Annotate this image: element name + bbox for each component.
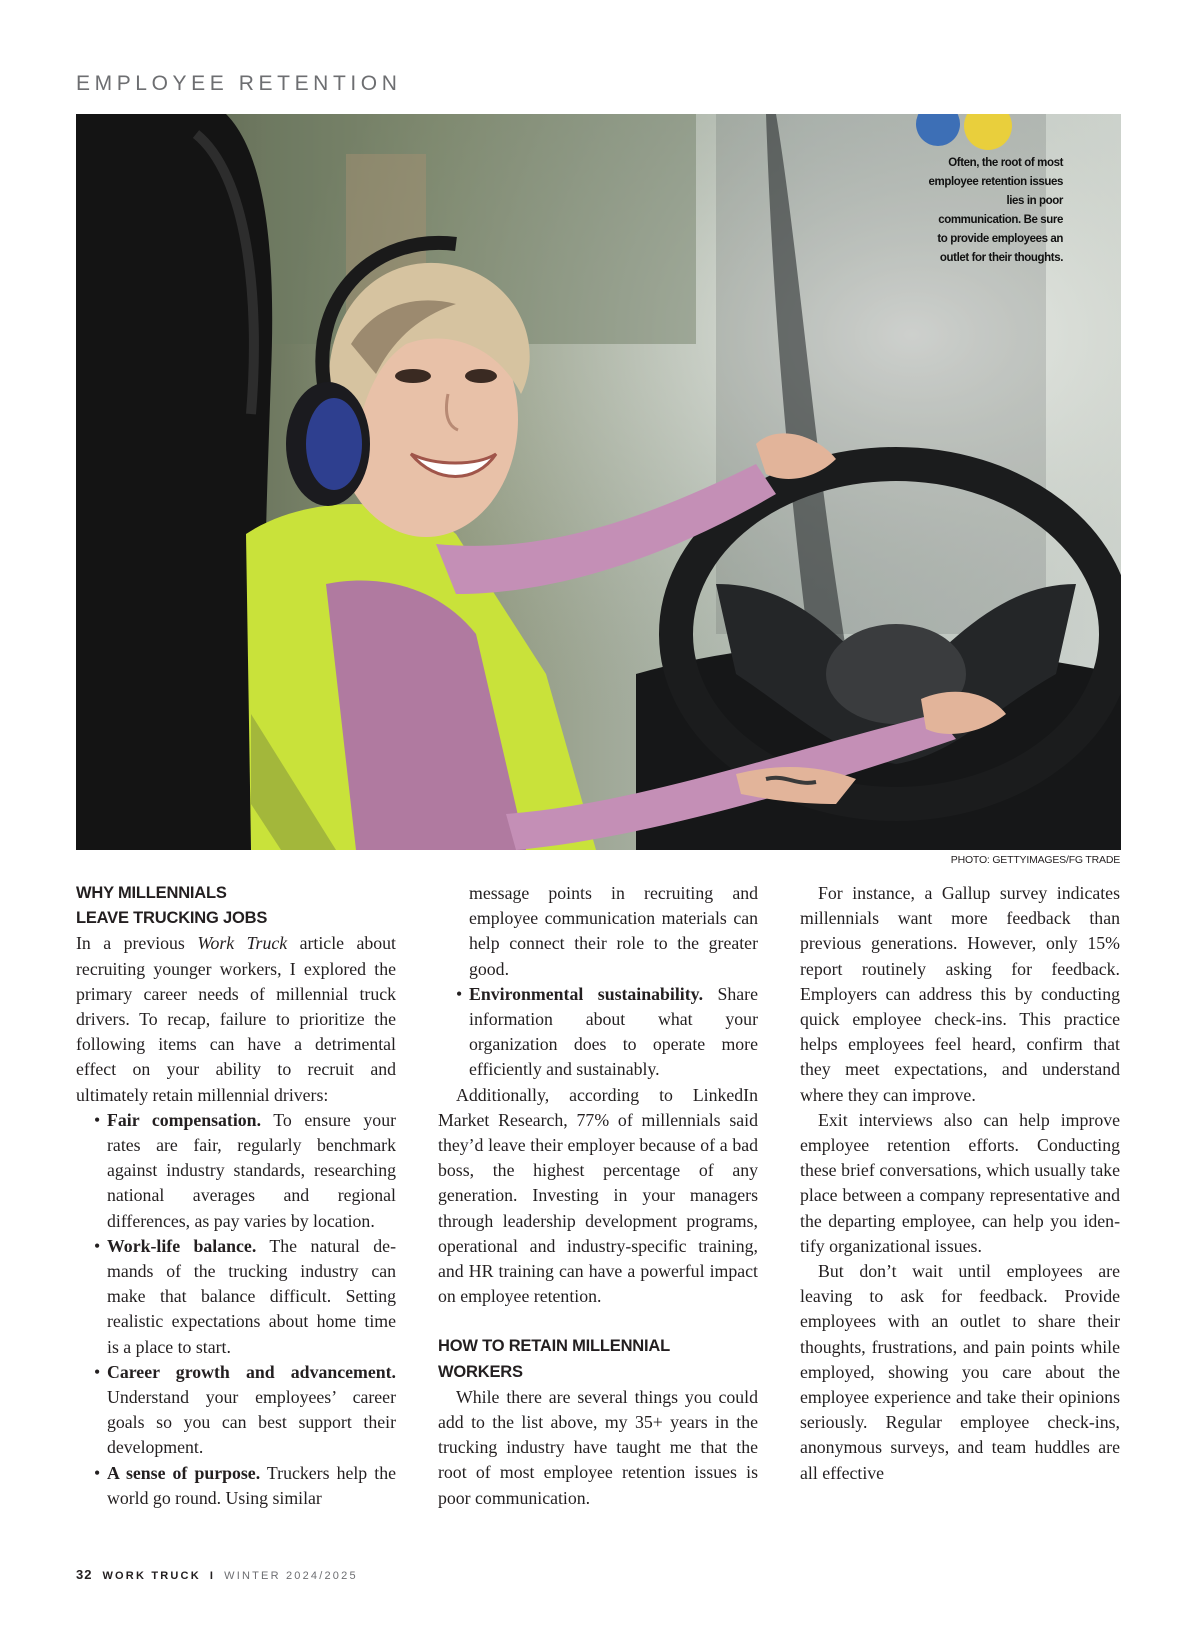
list-item-head: Fair compensation. [107, 1109, 262, 1130]
needs-list-continued [438, 982, 758, 1083]
subheading-why-millennials [76, 881, 396, 931]
intro-paragraph [76, 931, 396, 1107]
list-item-text: Truckers help the world go round. Using similar [107, 1462, 396, 1508]
paragraph-communication: While there are several things you could add to the list above, my 35+ years in the trucking industry have taught me that the root of most employee retention issues is poor communication. [438, 1386, 758, 1508]
paragraph-gallup: For instance, a Gallup survey indicates millennials want more feedback than previous generations. However, only 15% report routinely asking for feedback. Employers can address this by conducting quick employee check-ins. This practice helps employees feel heard, confirm that they meet expectations, and understand where they can improve. [800, 883, 1120, 1105]
subheading-how-to-retain: HOW TO RETAIN MILLENNIAL WORKERS [438, 1337, 670, 1381]
article-column-1 [76, 881, 396, 1511]
list-item-text: To ensure your rates are fair, regularly benchmark against industry standards, researching national averages and regional differences, as pay varies by location. [107, 1109, 397, 1231]
issue-label: WINTER 2024/2025 [224, 1570, 358, 1582]
list-item-head: Environmental sustainability. [469, 983, 704, 1004]
subheading-line-2: LEAVE TRUCKING JOBS [76, 909, 268, 928]
paragraph-exit-interviews: Exit interviews also can help improve employee retention efforts. Conducting these brief conversations, which usually take place between a company representative and the departing employee, can help you identify organizational issues. [800, 1109, 1120, 1256]
intro-text-a: In a previous [76, 933, 198, 954]
list-item-head: Career growth and advancement. [107, 1361, 396, 1382]
page-number: 32 [76, 1567, 93, 1582]
paragraph-feedback: But don’t wait until employees are leaving to ask for feedback. Provide employees with an outlet to share their thoughts, frustrations, and pain points while employed, showing you care about the employee experience and take their opinions seriously. Regular employee check-ins, anonymous surveys, and team huddles are all effective [800, 1261, 1120, 1483]
photo-credit: PHOTO: GETTYIMAGES/FG TRADE [950, 854, 1120, 866]
list-item-head: A sense of purpose. [107, 1462, 261, 1483]
article-photo [76, 114, 1121, 850]
paragraph-linkedin: Additionally, according to LinkedIn Market Research, 77% of millennials said they’d leave their employer because of a bad boss, the highest percentage of any generation. Investing in your managers through leadership development programs, operational and industry-specific training, and HR training can have a powerful impact on employee retention. [438, 1084, 758, 1307]
list-item-text: Understand your employees’ career goals so you can best support their development. [107, 1387, 396, 1458]
photo-caption: Often, the root of most employee retention issues lies in poor communication. Be sure to provide employees an outlet for their thoughts. [928, 157, 1063, 264]
page-footer [76, 1567, 358, 1582]
list-item-text: Share information about what your organization does to operate more efficiently and sustainably. [469, 983, 758, 1080]
list-item-career [107, 1360, 396, 1461]
spacer [438, 1309, 758, 1334]
article-column-2 [438, 881, 758, 1511]
list-item-purpose [107, 1461, 396, 1511]
list-item-head: Work-life balance. [107, 1235, 257, 1256]
list-item-compensation [107, 1108, 396, 1234]
intro-italic: Work Truck [197, 933, 288, 954]
intro-text-b: article about recruiting younger workers, I explored the primary career needs of millennial truck drivers. To recap, failure to prioritize the following items can have a detrimental effect on your ability to recruit and ultimately retain millennial drivers: [76, 933, 396, 1105]
needs-list [76, 1108, 396, 1511]
article-column-3 [800, 881, 1120, 1486]
list-item-work-life [107, 1234, 396, 1360]
list-continuation: message points in recruiting and employee communication materials can help connect their role to the greater good. [469, 883, 758, 979]
subheading-line-1: WHY MILLENNIALS [76, 884, 227, 902]
footer-separator: I [209, 1570, 216, 1582]
list-item-text: The natural demands of the trucking industry can make that balance difficult. Setting realistic expectations about home time is a place to start. [107, 1235, 396, 1357]
magazine-name: WORK TRUCK [102, 1570, 201, 1582]
section-heading: EMPLOYEE RETENTION [76, 72, 402, 95]
list-item-sustainability [469, 982, 758, 1083]
